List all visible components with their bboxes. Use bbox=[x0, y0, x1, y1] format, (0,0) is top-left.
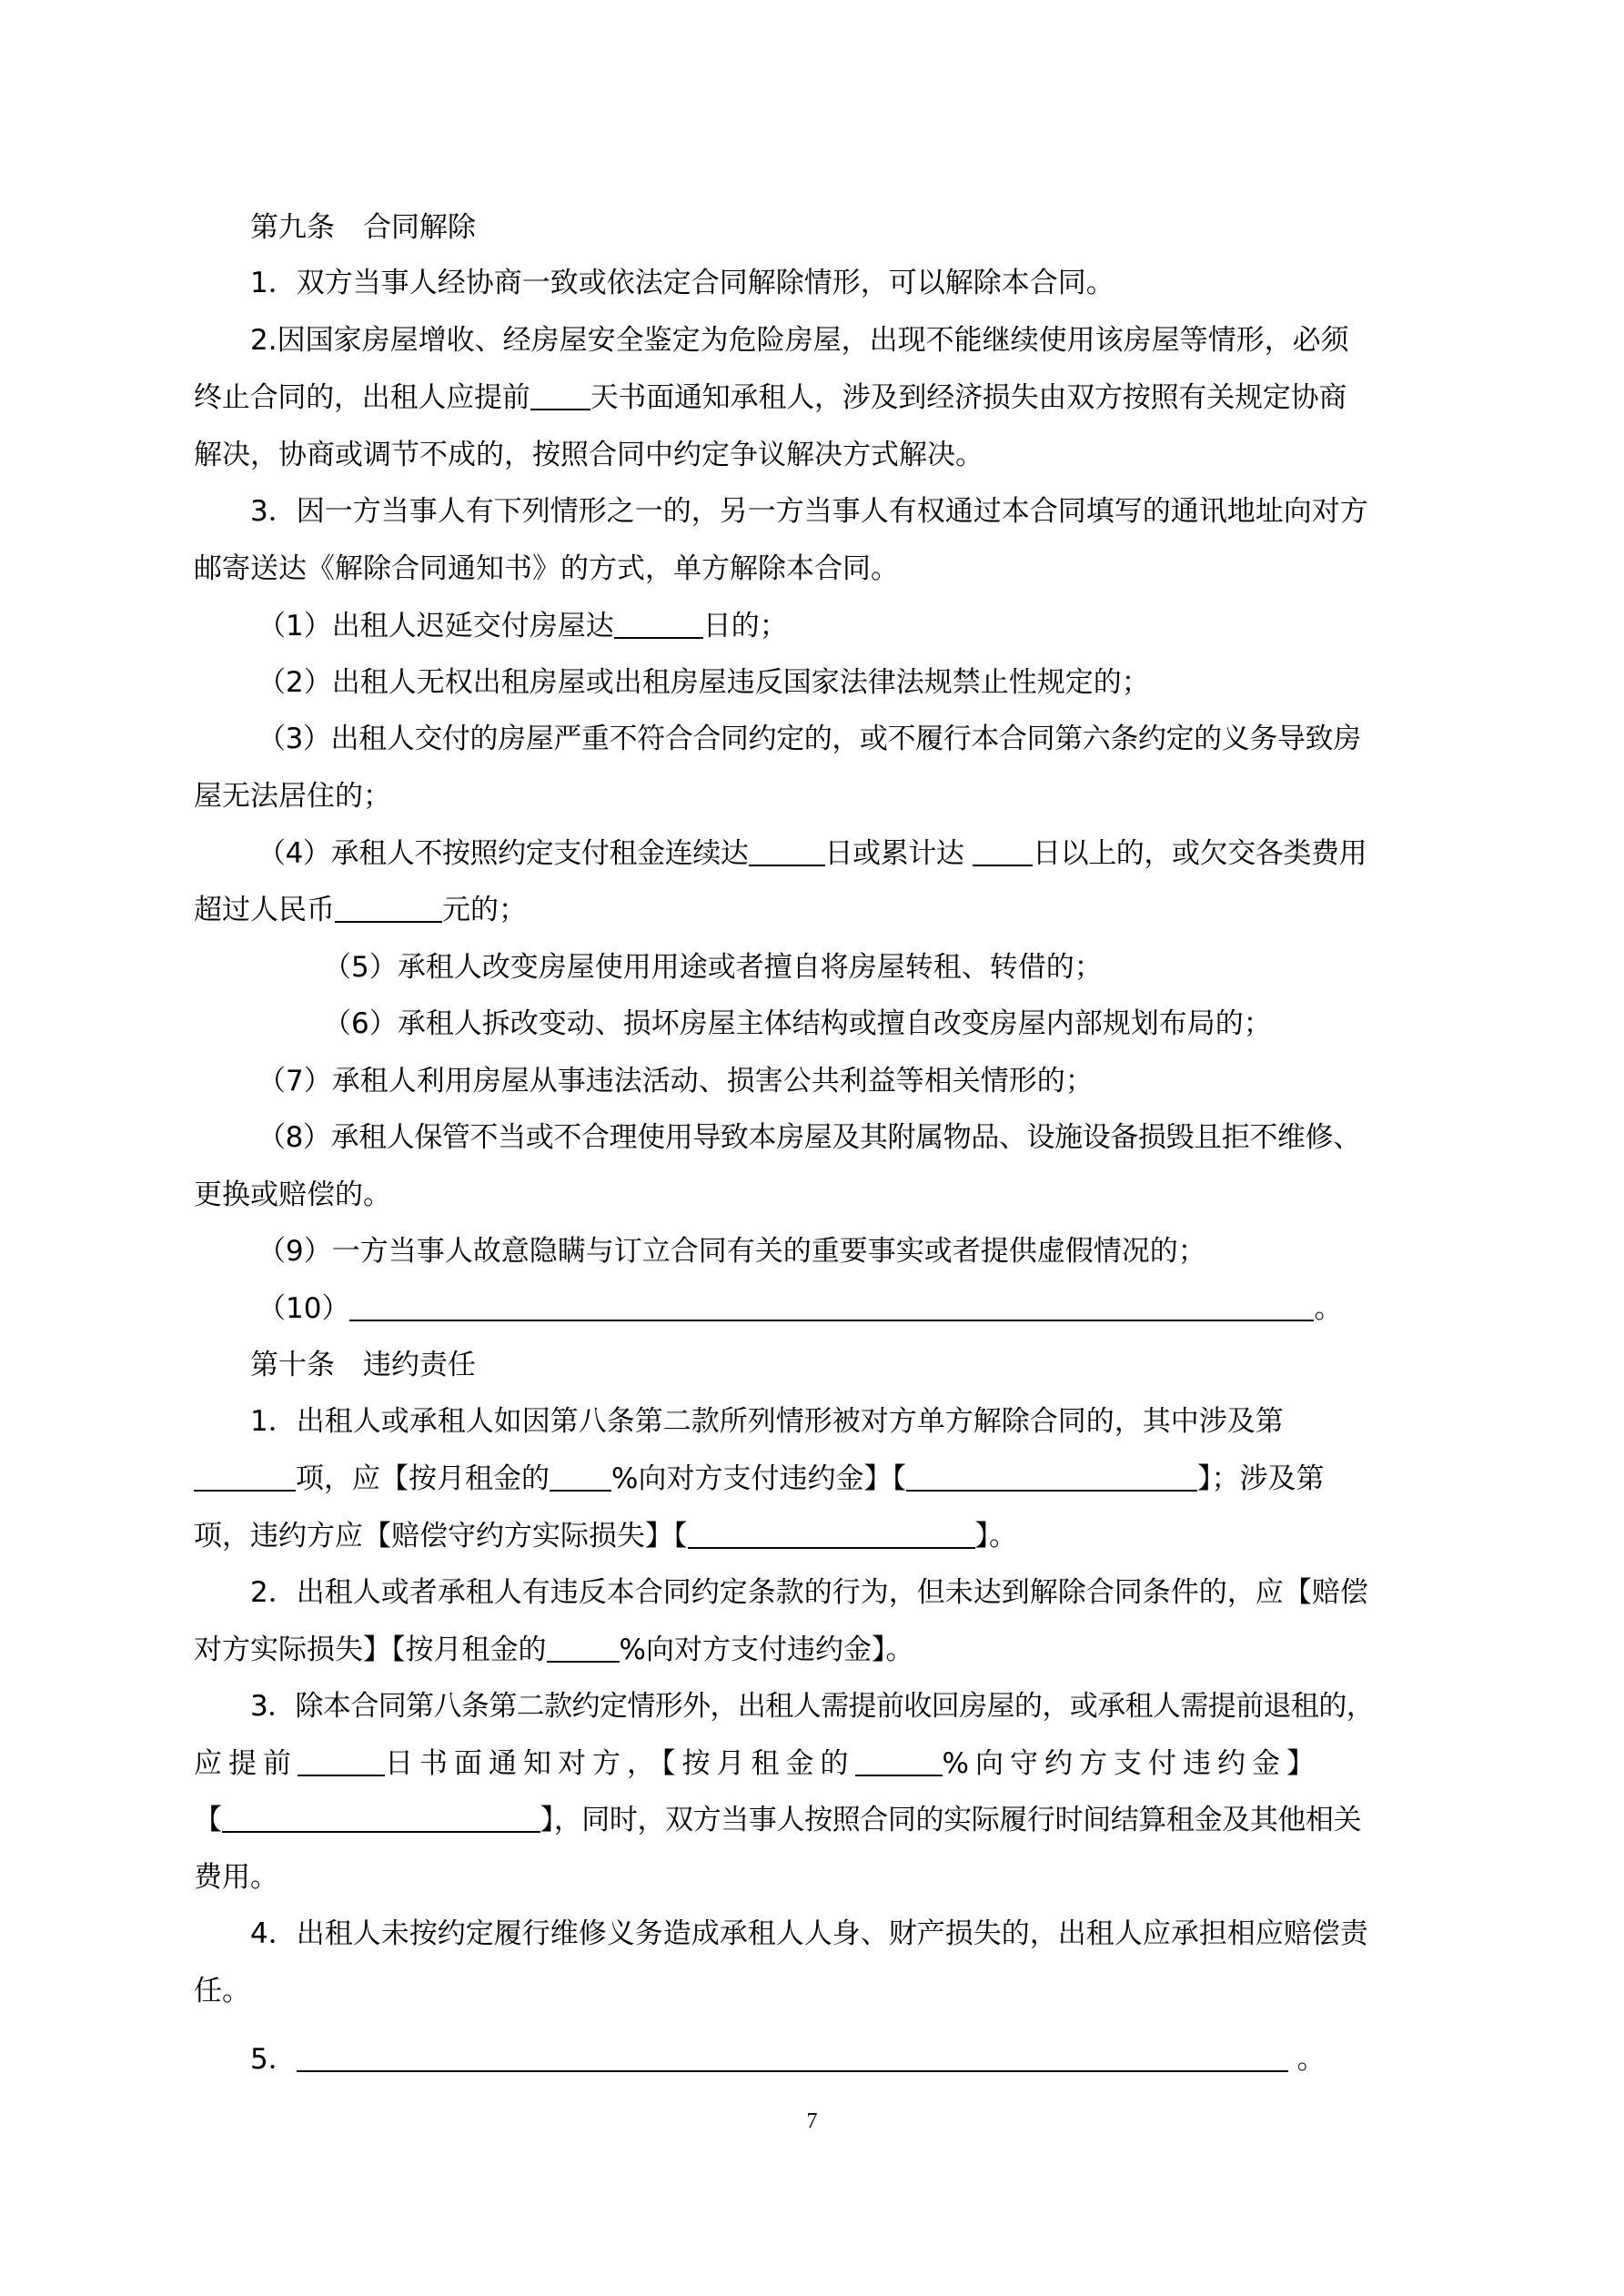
text: 元的； bbox=[442, 894, 527, 926]
text: 。 bbox=[1296, 2043, 1326, 2076]
notice-days-blank[interactable] bbox=[530, 381, 590, 410]
article10-para1-line1: 1．出租人或承租人如因第八条第二款所列情形被对方单方解除合同的，其中涉及第 bbox=[250, 1405, 1284, 1438]
delay-days-blank[interactable] bbox=[614, 610, 703, 639]
article10-para3-line1: 3．除本合同第八条第二款约定情形外，出租人需提前收回房屋的，或承租人需提前退租的， bbox=[250, 1690, 1375, 1723]
article9-item4-line2 bbox=[194, 892, 527, 928]
text: %向对方支付违约金】。 bbox=[619, 1633, 914, 1666]
article10-para3-line2 bbox=[194, 1745, 1321, 1782]
breach-percent-blank[interactable] bbox=[547, 1633, 620, 1663]
article10-para1-line3 bbox=[194, 1518, 1017, 1554]
text: （10） bbox=[257, 1292, 350, 1325]
article9-para2-line1 bbox=[250, 322, 1433, 359]
article9-heading: 第九条 合同解除 bbox=[250, 211, 476, 244]
text: %向守约方支付违约金】 bbox=[942, 1747, 1321, 1780]
article9-para1: 1．双方当事人经协商一致或依法定合同解除情形，可以解除本合同。 bbox=[250, 267, 1115, 299]
other-liability-clause-blank[interactable] bbox=[297, 2043, 1288, 2072]
text: 终止合同的，出租人应提前 bbox=[194, 381, 530, 414]
article9-item9: （9）一方当事人故意隐瞒与订立合同有关的重要事实或者提供虚假情况的； bbox=[257, 1235, 1206, 1268]
article9-item1 bbox=[257, 608, 788, 644]
other-liability-blank[interactable] bbox=[688, 1520, 975, 1549]
text: 日的； bbox=[702, 610, 788, 642]
text: 日书面通知对方，【按月租金的 bbox=[385, 1747, 855, 1780]
article9-para3-line2: 邮寄送达《解除合同通知书》的方式，单方解除本合同。 bbox=[194, 552, 899, 585]
article9-para2-line2 bbox=[194, 379, 1347, 416]
text: 【 bbox=[194, 1804, 222, 1836]
article10-para5 bbox=[250, 2041, 1326, 2078]
other-early-penalty-blank[interactable] bbox=[222, 1804, 540, 1833]
article9-item5: （5）承租人改变房屋使用用途或者擅自将房屋转租、转借的； bbox=[323, 951, 1103, 984]
text: 5． bbox=[250, 2043, 297, 2076]
text: 2.因国家房屋增收、经房屋安全鉴定为危险房屋，出现不能继续使用该房屋等情形，必须 bbox=[250, 324, 1349, 357]
early-notice-days-blank[interactable] bbox=[298, 1747, 385, 1776]
amount-blank[interactable] bbox=[335, 894, 442, 923]
other-circumstance-blank[interactable] bbox=[349, 1292, 1314, 1321]
article9-item7: （7）承租人利用房屋从事违法活动、损害公共利益等相关情形的； bbox=[257, 1065, 1094, 1097]
text: （4）承租人不按照约定支付租金连续达 bbox=[257, 837, 749, 870]
early-penalty-percent-blank[interactable] bbox=[855, 1747, 943, 1776]
article9-item3-line2: 屋无法居住的； bbox=[194, 780, 391, 813]
item-number-blank[interactable] bbox=[194, 1462, 296, 1492]
article9-item8-line1: （8）承租人保管不当或不合理使用导致本房屋及其附属物品、设施设备损毁且拒不维修、 bbox=[257, 1121, 1361, 1154]
cumulative-days-blank[interactable] bbox=[973, 837, 1033, 866]
article10-para2-line1: 2．出租人或者承租人有违反本合同约定条款的行为，但未达到解除合同条件的，应【赔偿 bbox=[250, 1576, 1368, 1609]
article10-para4-line2: 任。 bbox=[194, 1975, 250, 2008]
text: 天书面通知承租人，涉及到经济损失由双方按照有关规定协商 bbox=[590, 381, 1347, 414]
article10-para4-line1: 4．出租人未按约定履行维修义务造成承租人人身、财产损失的，出租人应承担相应赔偿责 bbox=[250, 1917, 1368, 1950]
consecutive-days-blank[interactable] bbox=[749, 837, 825, 866]
article9-item4-line1 bbox=[257, 835, 1367, 872]
article10-para2-line2 bbox=[194, 1632, 913, 1668]
article9-item8-line2: 更换或赔偿的。 bbox=[194, 1178, 391, 1211]
text: 日或累计达 bbox=[824, 837, 964, 870]
penalty-percent-blank[interactable] bbox=[550, 1462, 611, 1492]
article9-item6: （6）承租人拆改变动、损坏房屋主体结构或擅自改变房屋内部规划布局的； bbox=[323, 1007, 1272, 1040]
article9-para2-line3: 解决，协商或调节不成的，按照合同中约定争议解决方式解决。 bbox=[194, 439, 983, 471]
article9-item3-line1: （3）出租人交付的房屋严重不符合合同约定的，或不履行本合同第六条约定的义务导致房 bbox=[257, 723, 1361, 755]
article10-para1-line2 bbox=[194, 1461, 1324, 1497]
other-penalty-blank[interactable] bbox=[906, 1462, 1197, 1492]
text: 应提前 bbox=[194, 1747, 298, 1780]
text: 】；涉及第 bbox=[1196, 1462, 1325, 1495]
article10-heading: 第十条 违约责任 bbox=[250, 1349, 476, 1381]
text: 日以上的，或欠交各类费用 bbox=[1033, 837, 1367, 870]
text: 项，违约方应【赔偿守约方实际损失】【 bbox=[194, 1520, 688, 1553]
article9-item2: （2）出租人无权出租房屋或出租房屋违反国家法律法规禁止性规定的； bbox=[257, 666, 1150, 699]
page-number: 7 bbox=[806, 2109, 818, 2133]
text: %向对方支付违约金】【 bbox=[611, 1462, 906, 1495]
text: （1）出租人迟延交付房屋达 bbox=[257, 610, 614, 642]
article10-para3-line3 bbox=[194, 1802, 1361, 1838]
text: 项，应【按月租金的 bbox=[296, 1462, 550, 1495]
text: 】，同时，双方当事人按照合同的实际履行时间结算租金及其他相关 bbox=[540, 1804, 1362, 1836]
article10-para3-line4: 费用。 bbox=[194, 1861, 278, 1894]
text: 对方实际损失】【按月租金的 bbox=[194, 1633, 547, 1666]
article9-para3-line1: 3．因一方当事人有下列情形之一的，另一方当事人有权通过本合同填写的通讯地址向对方 bbox=[250, 495, 1368, 528]
article9-item10 bbox=[257, 1290, 1342, 1327]
text: 】。 bbox=[974, 1520, 1017, 1553]
text: 超过人民币 bbox=[194, 894, 335, 926]
text: 。 bbox=[1314, 1292, 1343, 1325]
